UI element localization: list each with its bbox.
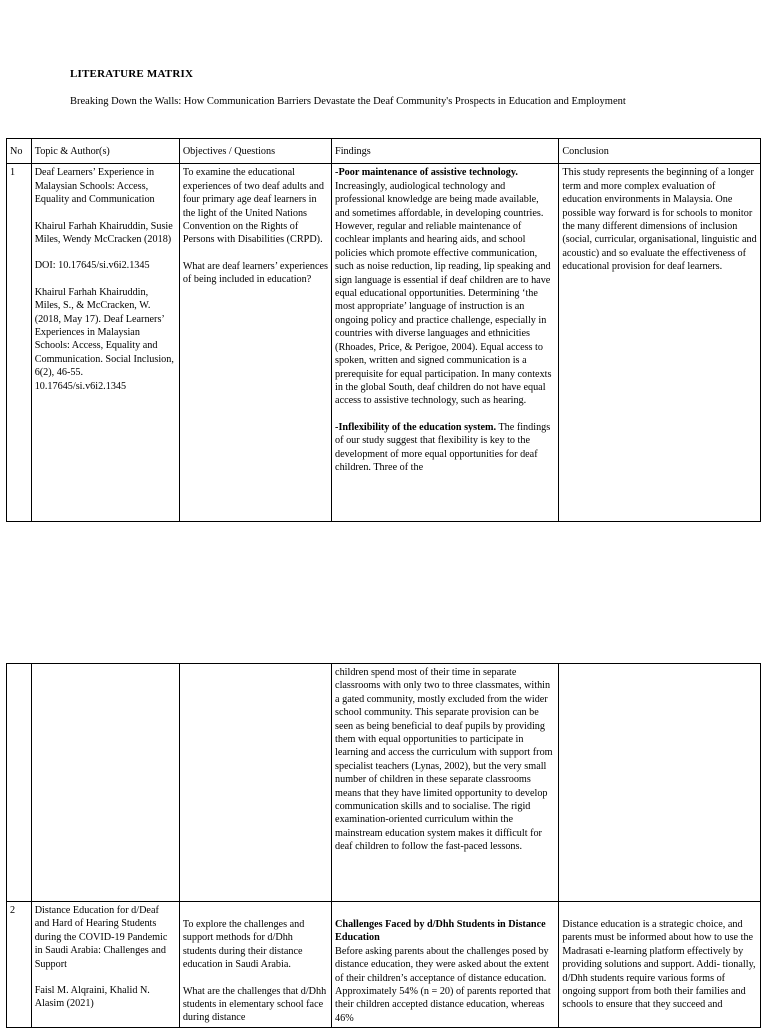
row-number [7, 664, 32, 902]
document-title: LITERATURE MATRIX [70, 68, 194, 80]
study-aim: To explore the challenges and support methods for d/Dhh students during their distance education in Saudi Arabia. [182, 919, 305, 971]
findings-cell: children spend most of their time in separate classrooms with only two to three classmates, within a gated community, mostly excluded from the wider school community. This separate provision can be seen as being beneficial to deaf pupils by providing them with equal opportunities to participate in learning and access the curriculum with support from specialist teachers (Lynas, 2002), but the very small number of children in these separate classrooms means that they have limited opportunity to develop communication skills and to socialise. The rigid examination-oriented curriculum within the mainstream education system makes it difficult for deaf children to follow the fast-paced lessons. [332, 664, 559, 902]
study-citation: Khairul Farhah Khairuddin, Miles, S., & McCracken, W. (2018, May 17). Deaf Learners’ Experiences in Malaysian Schools: Access, Equality and Communication. Social Inclusion, 6(2), 46-55. 10.17645/si.v6i2.1345 [34, 286, 174, 392]
topic-cell [31, 902, 179, 1028]
objectives-cell [179, 664, 331, 902]
study-doi: DOI: 10.17645/si.v6i2.1345 [34, 260, 150, 272]
study-authors: Faisl M. Alqraini, Khalid N. Alasim (2021) [34, 985, 150, 1010]
finding-heading: -Inflexibility of the education system. [335, 421, 497, 433]
finding-heading: Challenges Faced by d/Dhh Students in Distance Education [335, 919, 546, 944]
table-row [7, 664, 761, 902]
document-subtitle: Breaking Down the Walls: How Communication Barriers Devastate the Deaf Community's Prospects in Education and Employment [70, 96, 626, 107]
study-question: What are the challenges that d/Dhh students in elementary school face during distance [182, 985, 327, 1024]
conclusion-cell [559, 664, 761, 902]
finding-text: The findings of our study suggest that flexibility is key to the development of more equal opportunities for deaf children. Three of the [335, 421, 551, 473]
conclusion-cell: Distance education is a strategic choice, and parents must be informed about how to use the Madrasati e-learning platform effectively by providing solutions and support. Addi- tionally, d/Dhh students require various forms of ongoing support from both their families and schools to ensure that they succeed and [559, 902, 761, 1028]
conclusion-cell: This study represents the beginning of a longer term and more complex evaluation of education environments in Malaysia. One possible way forward is for schools to monitor the many different dimensions of inclusion (social, curricular, organisational, linguistic and acoustic) and so evaluate the effectiveness of educational provision for deaf learners. [559, 164, 761, 522]
row-number: 1 [7, 164, 32, 522]
finding-text: Increasingly, audiological technology and professional knowledge are being made available, and sometimes affordable, in developing countries. However, regular and reliable maintenance of cochlear implants and hearing aids, and school policies which promote effective communication, such as noise reduction, lip reading, lip speaking and sign language is essential if deaf children are to have equal educational opportunities. Determining ‘the most appropriate’ language of instruction is an ongoing policy and practice challenge, especially in countries with diverse languages and ethnicities (Rhoades, Price, & Perigoe, 2004). Equal access to spoken, written and signed communication is a prerequisite for equal participation. In many contexts in the global South, deaf children do not have equal access to assistive technology, such as hearing. [335, 180, 552, 407]
topic-cell [31, 664, 179, 902]
study-question: What are deaf learners’ experiences of being included in education? [182, 260, 328, 286]
finding-paragraph [335, 166, 555, 407]
objectives-cell [179, 902, 331, 1028]
objectives-cell [179, 164, 331, 522]
study-authors: Khairul Farhah Khairuddin, Susie Miles, Wendy McCracken (2018) [34, 220, 173, 246]
findings-cell [332, 902, 559, 1028]
finding-heading: -Poor maintenance of assistive technology. [335, 167, 518, 179]
table-row [7, 164, 761, 522]
header-conclusion: Conclusion [559, 139, 761, 164]
topic-cell [31, 164, 179, 522]
header-findings: Findings [332, 139, 559, 164]
table-row [7, 902, 761, 1028]
study-title: Distance Education for d/Deaf and Hard of Hearing Students during the COVID-19 Pandemic in Saudi Arabia: Challenges and Support [34, 905, 168, 970]
row-number: 2 [7, 902, 32, 1028]
study-title: Deaf Learners’ Experience in Malaysian Schools: Access, Equality and Communication [34, 167, 155, 206]
table-header-row [7, 139, 761, 164]
study-aim: To examine the educational experiences of two deaf adults and four primary age deaf learners in the light of the United Nations Convention on the Rights of Persons with Disabilities (CRPD). [182, 167, 324, 246]
finding-paragraph [335, 421, 555, 475]
findings-cell [332, 164, 559, 522]
header-no: No [7, 139, 32, 164]
literature-matrix-table [6, 138, 761, 522]
header-objectives: Objectives / Questions [179, 139, 331, 164]
literature-matrix-table-continued [6, 663, 761, 1028]
header-topic: Topic & Author(s) [31, 139, 179, 164]
finding-text: Before asking parents about the challenges posed by distance education, they were asked about the extent of their children’s acceptance of distance education. Approximately 54% (n = 20) of parents reported that their children accepted distance education, whereas 46% [335, 945, 551, 1024]
